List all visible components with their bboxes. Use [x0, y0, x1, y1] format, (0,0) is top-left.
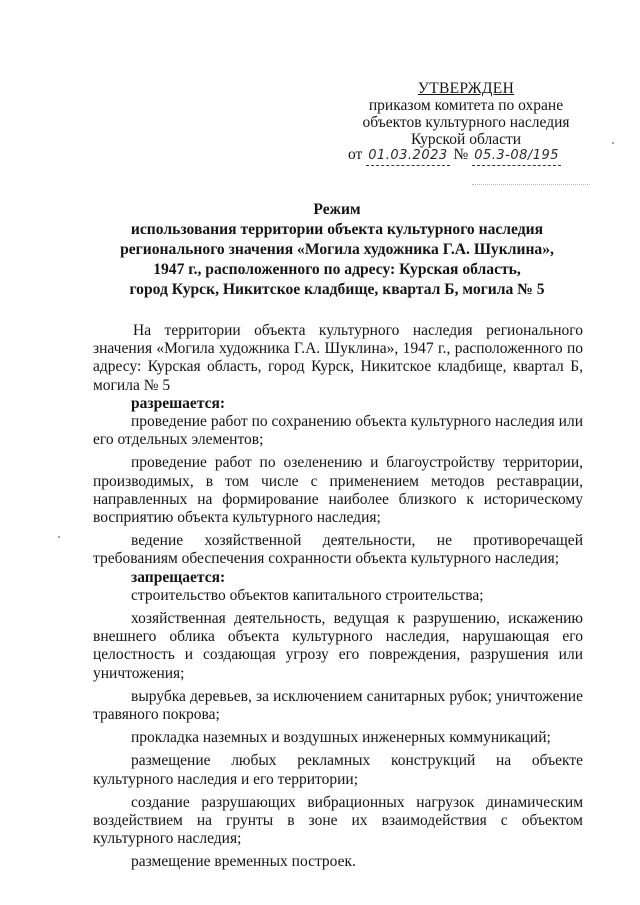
forbidden-item: создание разрушающих вибрационных нагрузок динамическим воздействием на грунты в зоне их взаимодействия с объектом культурного наследия; — [93, 793, 583, 848]
forbidden-item: строительство объектов капитального строительства; — [131, 586, 484, 604]
forbidden-item: хозяйственная деятельность, ведущая к разрушению, искажению внешнего облика объекта культурного наследия, нарушающая его целостность и создающая угрозу его повреждения, разрушения или уничтожения; — [93, 610, 583, 682]
scan-speck — [58, 536, 60, 538]
allowed-item: проведение работ по озеленению и благоустройству территории, производимых, в том числе с применением методов реставрации, направленных на формирование наиболее близкого к историческому восприятию объекта культурного наследия; — [93, 454, 583, 527]
document-title — [112, 200, 562, 300]
approval-block — [346, 80, 586, 148]
title-line: использования территории объекта культурного наследия — [130, 221, 544, 238]
handwritten-number: 05.3-08/195 — [472, 147, 561, 166]
title-line: регионального значения «Могила художника Г.А. Шуклина», — [120, 241, 554, 258]
forbidden-item: прокладка наземных и воздушных инженерных коммуникаций; — [131, 729, 551, 747]
forbidden-heading: запрещается: — [131, 568, 226, 586]
handwritten-date: 01.03.2023 — [366, 147, 449, 166]
title-line: Режим — [313, 201, 361, 218]
title-line: 1947 г., расположенного по адресу: Курская область, — [153, 261, 521, 278]
approval-line: Курской области — [410, 131, 522, 148]
allowed-item: ведение хозяйственной деятельности, не противоречащей требованиям обеспечения сохранности объекта культурного наследия; — [93, 532, 583, 568]
forbidden-item: размещение временных построек. — [131, 853, 356, 871]
scan-speck — [612, 142, 614, 144]
date-prefix: от — [348, 146, 363, 163]
intro-paragraph: На территории объекта культурного наследия регионального значения «Могила художника Г.А. Шуклина», 1947 г., расположенного по адресу: Курская область, город Курск, Никитское кладбище, квартал Б, могила № 5 — [93, 322, 583, 394]
scan-dotted-line — [472, 184, 590, 185]
title-line: город Курск, Никитское кладбище, квартал Б, могила № 5 — [129, 281, 545, 298]
document-body — [93, 322, 583, 872]
allowed-heading: разрешается: — [131, 394, 226, 412]
approval-heading: УТВЕРЖДЕН — [417, 80, 515, 97]
approval-line: объектов культурного наследия — [362, 114, 570, 131]
approval-date-number — [348, 146, 598, 166]
approval-line: приказом комитета по охране — [368, 97, 564, 114]
forbidden-item: размещение любых рекламных конструкций на объекте культурного наследия и его территории; — [93, 752, 583, 788]
forbidden-item: вырубка деревьев, за исключением санитарных рубок; уничтожение травяного покрова; — [93, 687, 583, 724]
allowed-item: проведение работ по сохранению объекта культурного наследия или его отдельных элементов; — [93, 413, 583, 449]
number-label: № — [453, 146, 469, 163]
